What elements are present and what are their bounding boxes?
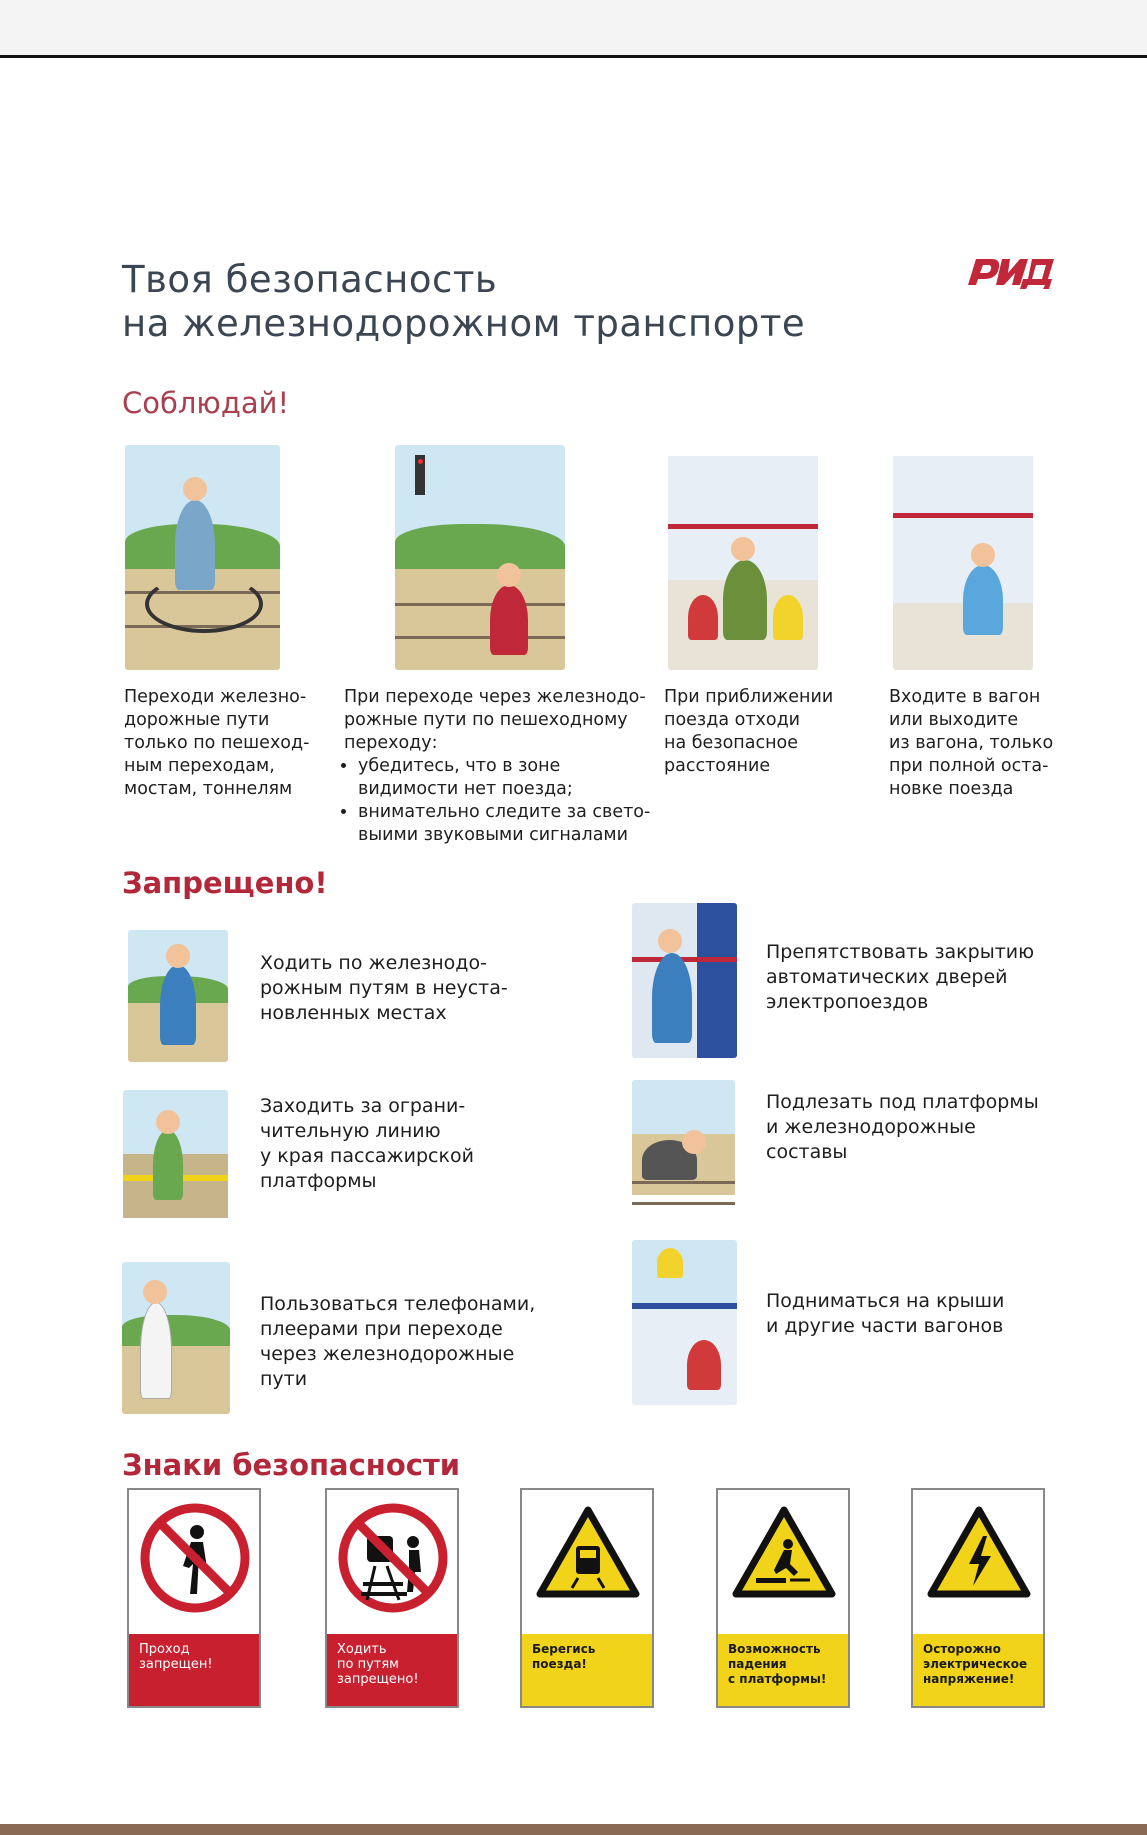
illustration-train-roof bbox=[632, 1240, 737, 1405]
sign-high-voltage bbox=[911, 1488, 1045, 1708]
train-warning-icon bbox=[532, 1502, 644, 1602]
observe-bullet-1: • убедитесь, что в зоне видимости нет поезда; bbox=[358, 755, 654, 801]
bottom-edge bbox=[0, 1824, 1147, 1835]
forbidden-text-3: Заходить за ограни- чительную линию у края пассажирской платформы bbox=[260, 1095, 474, 1192]
illustration-walking-tracks bbox=[128, 930, 228, 1062]
sign-label-2: Ходить по путям запрещено! bbox=[327, 1634, 457, 1706]
sign-beware-train bbox=[520, 1488, 654, 1708]
observe-caption-2: При переходе через железнодо- рожные пути по пешеходному переходу: • убедитесь, что в зоне видимости нет поезда; • внимательно следите за свето-выими звуковыми сигналами bbox=[344, 686, 654, 847]
illustration-cyclist bbox=[125, 445, 280, 670]
observe-caption-4: Входите в вагон или выходите из вагона, только при полной оста- новке поезда bbox=[889, 687, 1054, 799]
sign-label-4: Возможность падения с платформы! bbox=[718, 1634, 848, 1706]
title-line-2: на железнодорожном транспорте bbox=[122, 302, 806, 345]
illustration-crossing-signal bbox=[395, 445, 565, 670]
no-walking-on-tracks-icon bbox=[337, 1502, 449, 1614]
page-title bbox=[122, 258, 805, 346]
forbidden-text-1: Ходить по железнодо- рожным путям в неуста- новленных местах bbox=[260, 952, 508, 1024]
forbidden-text-4: Подлезать под платформы и железнодорожные составы bbox=[766, 1091, 1039, 1163]
sign-label-5: Осторожно электрическое напряжение! bbox=[913, 1634, 1043, 1706]
observe-caption-1: Переходи железно- дорожные пути только по пешеход- ным переходам, мостам, тоннелям bbox=[124, 687, 310, 799]
sign-no-passage bbox=[127, 1488, 261, 1708]
sign-label-3: Берегись поезда! bbox=[522, 1634, 652, 1706]
sign-label-1: Проход запрещен! bbox=[129, 1634, 259, 1706]
observe-caption-3: При приближении поезда отходи на безопасное расстояние bbox=[664, 687, 834, 776]
fall-warning-icon bbox=[728, 1502, 840, 1602]
illustration-boarding bbox=[893, 445, 1033, 670]
rzd-logo bbox=[962, 245, 1062, 297]
sign-no-walking-tracks bbox=[325, 1488, 459, 1708]
section-signs: Знаки безопасности bbox=[122, 1448, 461, 1482]
no-pedestrian-icon bbox=[139, 1502, 251, 1614]
forbidden-text-6: Подниматься на крыши и другие части вагонов bbox=[766, 1290, 1005, 1337]
illustration-phone-crossing bbox=[122, 1262, 230, 1414]
high-voltage-icon bbox=[923, 1502, 1035, 1602]
illustration-platform-family bbox=[668, 445, 818, 670]
observe-bullet-2: • внимательно следите за свето-выими звуковыми сигналами bbox=[358, 801, 654, 847]
title-line-1: Твоя безопасность bbox=[122, 258, 498, 301]
section-observe: Соблюдай! bbox=[122, 386, 290, 420]
illustration-under-platform bbox=[632, 1080, 735, 1215]
forbidden-text-2: Препятствовать закрытию автоматических дверей электропоездов bbox=[766, 941, 1035, 1013]
illustration-platform-edge bbox=[123, 1090, 228, 1232]
sign-fall-platform bbox=[716, 1488, 850, 1708]
rzd-logo-icon bbox=[962, 245, 1062, 297]
top-edge bbox=[0, 0, 1147, 58]
section-forbidden: Запрещено! bbox=[122, 866, 328, 900]
illustration-train-doors bbox=[632, 903, 737, 1058]
forbidden-text-5: Пользоваться телефонами, плеерами при переходе через железнодорожные пути bbox=[260, 1293, 536, 1390]
